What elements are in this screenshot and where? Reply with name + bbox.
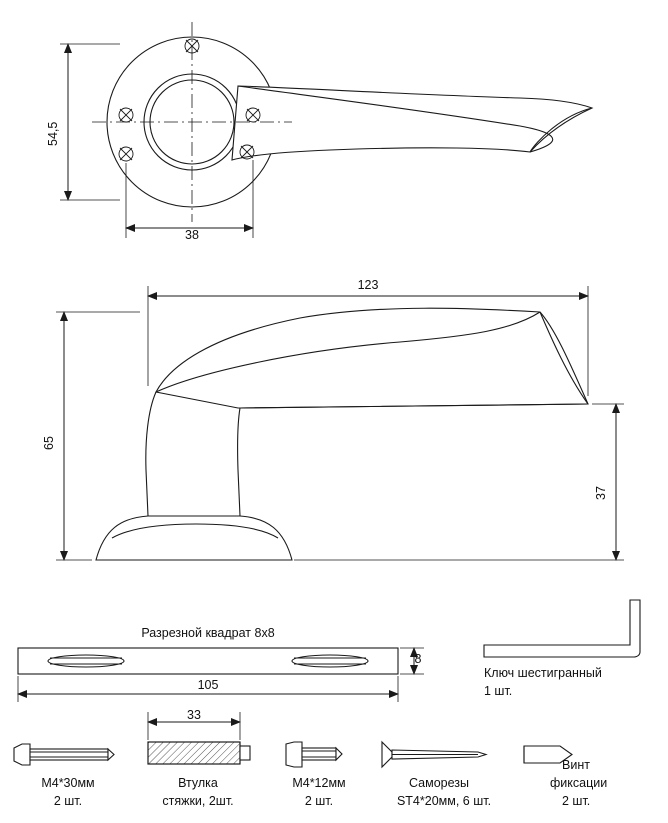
part-quantity-fixing-screw: 2 шт. (562, 794, 591, 808)
dimension-handle-height: 65 (42, 436, 56, 450)
part-quantity-sleeve: стяжки, 2шт. (162, 794, 234, 808)
top-view-dimension-lines (60, 44, 253, 238)
dimension-rose-bolt-spacing: 38 (185, 228, 199, 242)
hex-key-quantity: 1 шт. (484, 684, 513, 698)
side-view-geometry (96, 308, 588, 560)
sleeve-length: 33 (187, 708, 201, 722)
part-quantity-self-tapping: ST4*20мм, 6 шт. (396, 794, 492, 808)
part-subtitle-fixing-screw: фиксации (550, 776, 608, 790)
part-quantity-m4-12: 2 шт. (304, 794, 334, 808)
part-title-m4-30: M4*30мм (41, 776, 95, 790)
spindle-thickness: 8 (414, 652, 422, 666)
spindle-length: 105 (197, 678, 219, 692)
dimension-handle-projection: 37 (594, 486, 608, 500)
part-title-sleeve: Втулка (178, 776, 218, 790)
dimension-rose-height: 54,5 (46, 121, 60, 146)
part-quantity-m4-30: 2 шт. (53, 794, 83, 808)
spindle-geometry (18, 648, 398, 674)
part-title-self-tapping: Саморезы (408, 776, 469, 790)
dimension-handle-length: 123 (357, 278, 379, 292)
part-title-fixing-screw: Винт (562, 758, 590, 772)
hex-key-geometry (484, 600, 640, 657)
hex-key-title: Ключ шестигранный (484, 666, 602, 680)
part-title-m4-12: M4*12мм (292, 776, 346, 790)
top-view-geometry (92, 22, 592, 222)
fasteners-geometry (14, 742, 572, 767)
spindle-title: Разрезной квадрат 8х8 (141, 626, 275, 640)
